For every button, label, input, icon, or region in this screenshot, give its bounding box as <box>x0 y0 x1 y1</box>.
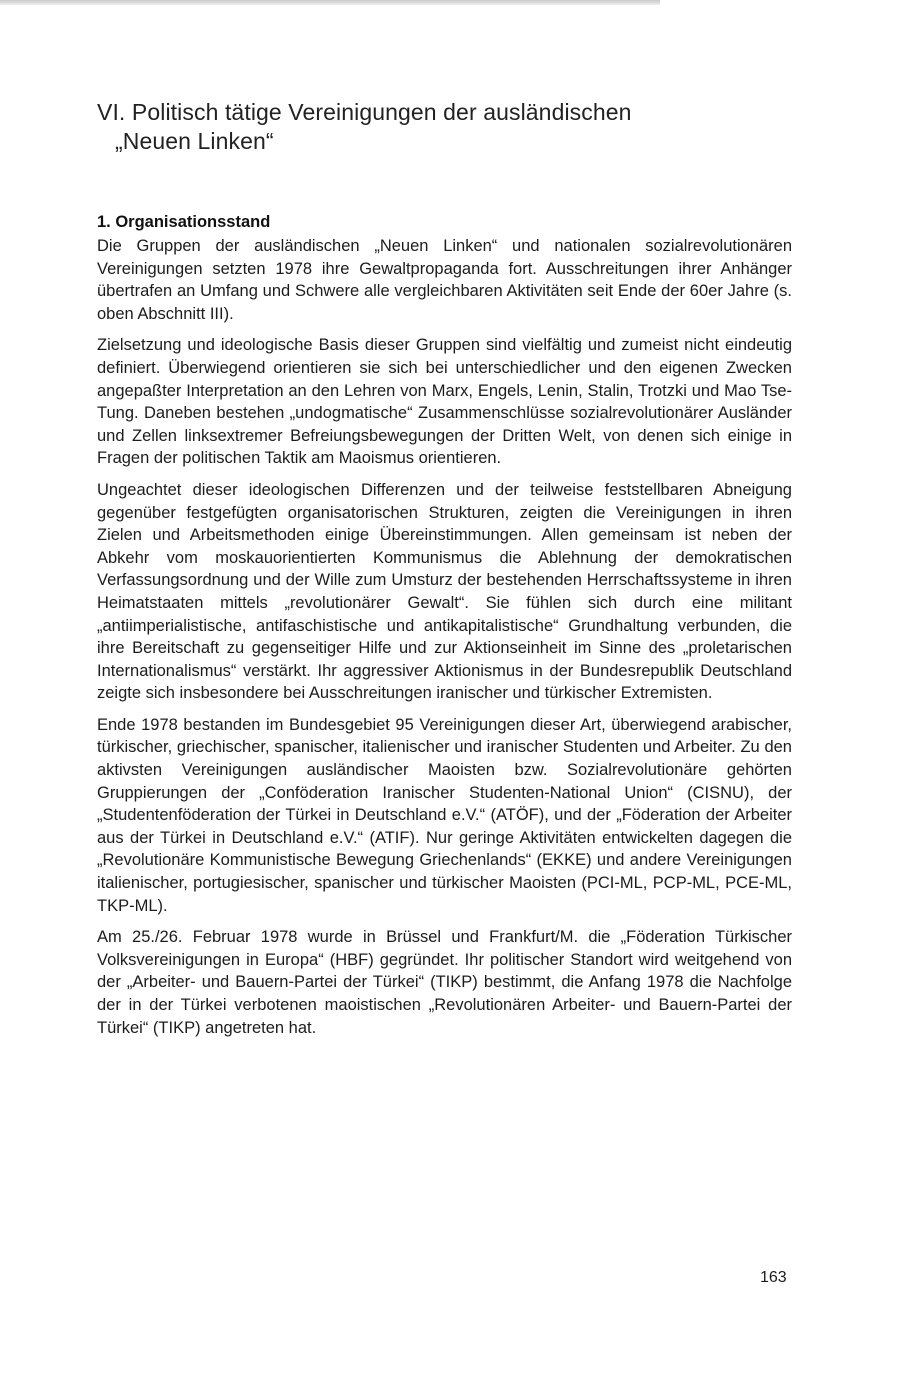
paragraph-1: Die Gruppen der ausländischen „Neuen Linken“ und nationalen sozialrevolutionären Vereinigungen setzten 1978 ihre Gewaltpropaganda fort. Ausschreitungen ihrer Anhänger übertrafen an Umfang und Schwere alle vergleichbaren Aktivitäten seit Ende der 60er Jahre (s. oben Abschnitt III). <box>97 237 792 323</box>
scan-top-edge <box>0 0 660 5</box>
document-page <box>97 98 792 1048</box>
paragraph-2: Zielsetzung und ideologische Basis dieser Gruppen sind vielfältig und zumeist nicht eindeutig definiert. Überwiegend orientieren sie sich bei unterschiedlicher und den eigenen Zwecken angepaßter Interpretation an den Lehren von Marx, Engels, Lenin, Stalin, Trotzki und Mao Tse-Tung. Daneben bestehen „undogmatische“ Zusammenschlüsse sozialrevolutionärer Ausländer und Zellen linksextremer Befreiungsbewegungen der Dritten Welt, von denen sich einige in Fragen der politischen Taktik am Maoismus orientieren. <box>97 336 792 468</box>
chapter-title-line-1: VI. Politisch tätige Vereinigungen der ausländischen <box>97 99 632 125</box>
paragraph-4: Ende 1978 bestanden im Bundesgebiet 95 Vereinigungen dieser Art, überwiegend arabischer, türkischer, griechischer, spanischer, italienischer und iranischer Studenten und Arbeiter. Zu den aktivsten Vereinigungen ausländischer Maoisten bzw. Sozialrevolutionäre gehörten Gruppierungen der „Conföderation Iranischer Studenten-National Union“ (CISNU), der „Studentenföderation der Türkei in Deutschland e.V.“ (ATÖF), und der „Föderation der Arbeiter aus der Türkei in Deutschland e.V.“ (ATIF). Nur geringe Aktivitäten entwickelten dagegen die „Revolutionäre Kommunistische Bewegung Griechenlands“ (EKKE) und andere Vereinigungen italienischer, portugiesischer, spanischer und türkischer Maoisten (PCI-ML, PCP-ML, PCE-ML, TKP-ML). <box>97 715 792 915</box>
chapter-title <box>97 98 792 156</box>
paragraph-3: Ungeachtet dieser ideologischen Differenzen und der teilweise feststellbaren Abneigung gegenüber festgefügten organisatorischen Strukturen, zeigten die Vereinigungen in ihren Zielen und Arbeitsmethoden einige Übereinstimmungen. Allen gemeinsam ist neben der Abkehr vom moskauorientierten Kommunismus die Ablehnung der demokratischen Verfassungsordnung und der Wille zum Umsturz der bestehenden Herrschaftssysteme in ihren Heimatstaaten mittels „revolutionärer Gewalt“. Sie fühlen sich durch eine militant „antiimperialistische, antifaschistische und antikapitalistische“ Grundhaltung verbunden, die ihre Bereitschaft zu gegenseitiger Hilfe und zur Aktionseinheit im Sinne des „proletarischen Internationalismus“ verstärkt. Ihr aggressiver Aktionismus in der Bundesrepublik Deutschland zeigte sich insbesondere bei Ausschreitungen iranischer und türkischer Extremisten. <box>97 480 792 703</box>
page-number: 163 <box>760 1269 787 1286</box>
chapter-title-line-2: „Neuen Linken“ <box>115 128 274 154</box>
section-heading: 1. Organisationsstand <box>97 213 271 231</box>
paragraph-5: Am 25./26. Februar 1978 wurde in Brüssel und Frankfurt/M. die „Föderation Türkischer Volksvereinigungen in Europa“ (HBF) gegründet. Ihr politischer Standort wird weitgehend von der „Arbeiter- und Bauern-Partei der Türkei“ (TIKP) bestimmt, die Anfang 1978 die Nachfolge der in der Türkei verbotenen maoistischen „Revolutionären Arbeiter- und Bauern-Partei der Türkei“ (TIKP) angetreten hat. <box>97 928 792 1037</box>
